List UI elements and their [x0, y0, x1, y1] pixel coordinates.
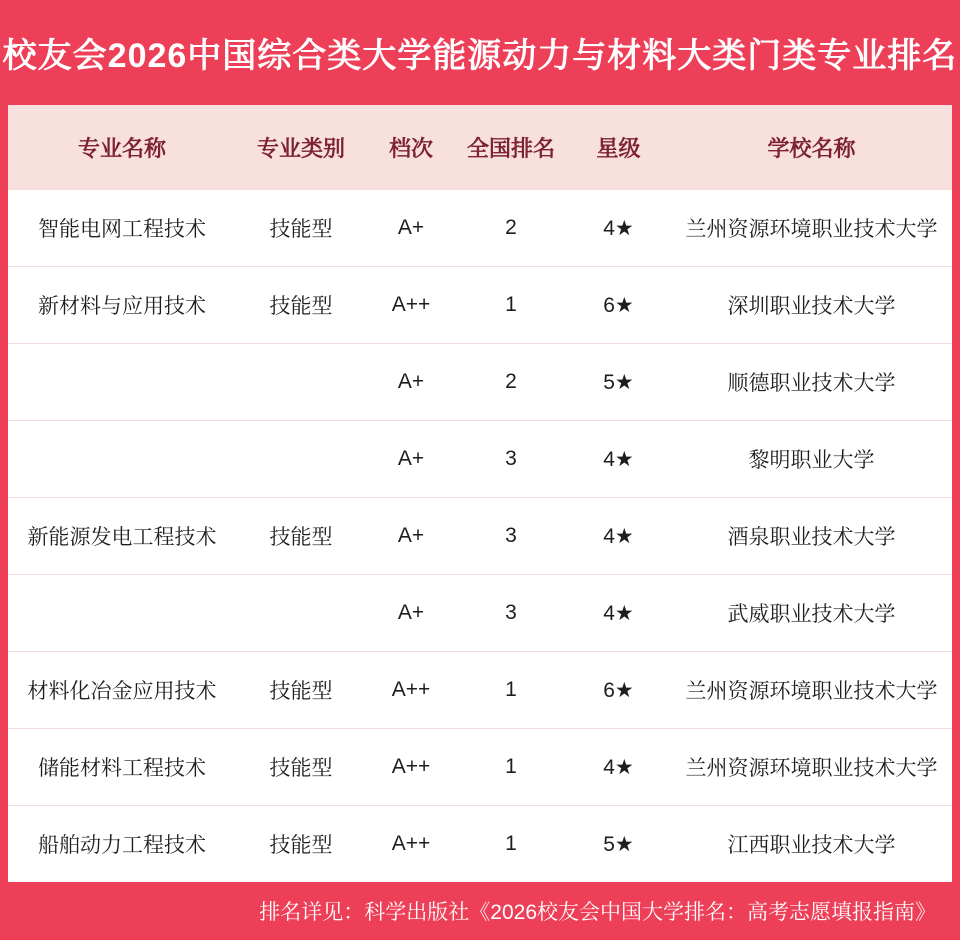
- cell-national-rank: 3: [505, 601, 517, 624]
- cell-star-level: 4★: [603, 755, 634, 779]
- page-title: 校友会2026中国综合类大学能源动力与材料大类门类专业排名: [2, 37, 958, 75]
- cell-major-category: 技能型: [269, 295, 333, 318]
- cell-grade: A++: [391, 832, 431, 855]
- cell-school-name: 兰州资源环境职业技术大学: [685, 218, 938, 241]
- cell-major-category: 技能型: [269, 680, 333, 703]
- cell-school-name: 武威职业技术大学: [727, 603, 896, 626]
- cell-national-rank: 1: [505, 678, 517, 701]
- footer-note: 排名详见：科学出版社《2026校友会中国大学排名：高考志愿填报指南》: [259, 901, 936, 924]
- cell-major-name: 材料化冶金应用技术: [27, 680, 217, 703]
- table-row: [8, 728, 952, 805]
- cell-star-level: 4★: [603, 447, 634, 471]
- cell-school-name: 深圳职业技术大学: [727, 295, 896, 318]
- cell-grade: A++: [391, 678, 431, 701]
- table-row: [8, 420, 952, 497]
- column-header-national-rank: 全国排名: [466, 136, 555, 161]
- table-row: [8, 190, 952, 266]
- table-row: [8, 805, 952, 882]
- column-header-school-name: 学校名称: [767, 136, 856, 161]
- cell-national-rank: 3: [505, 447, 517, 470]
- cell-grade: A+: [397, 370, 425, 393]
- cell-major-name: 船舶动力工程技术: [38, 834, 206, 857]
- ranking-table: [8, 105, 952, 882]
- cell-star-level: 5★: [603, 370, 634, 394]
- cell-major-name: 储能材料工程技术: [38, 757, 206, 780]
- table-row: [8, 343, 952, 420]
- cell-national-rank: 1: [505, 755, 517, 778]
- cell-major-category: 技能型: [269, 757, 333, 780]
- cell-national-rank: 2: [505, 370, 517, 393]
- cell-star-level: 6★: [603, 678, 634, 702]
- table-row: [8, 266, 952, 343]
- column-header-major-name: 专业名称: [77, 136, 166, 161]
- cell-national-rank: 2: [505, 216, 517, 239]
- cell-school-name: 黎明职业大学: [748, 449, 875, 472]
- cell-major-category: 技能型: [269, 526, 333, 549]
- cell-grade: A+: [397, 524, 425, 547]
- cell-grade: A+: [397, 447, 425, 470]
- cell-national-rank: 3: [505, 524, 517, 547]
- column-header-star-level: 星级: [596, 136, 641, 161]
- cell-school-name: 兰州资源环境职业技术大学: [685, 680, 938, 703]
- cell-star-level: 4★: [603, 524, 634, 548]
- table-row: [8, 651, 952, 728]
- cell-major-category: 技能型: [269, 218, 333, 241]
- cell-star-level: 4★: [603, 216, 634, 240]
- table-header-row: [8, 105, 952, 190]
- cell-star-level: 4★: [603, 601, 634, 625]
- table-row: [8, 497, 952, 574]
- cell-major-name: 智能电网工程技术: [38, 218, 206, 241]
- cell-school-name: 兰州资源环境职业技术大学: [685, 757, 938, 780]
- cell-grade: A+: [397, 601, 425, 624]
- cell-major-name: 新材料与应用技术: [38, 295, 206, 318]
- column-header-major-category: 专业类别: [256, 136, 345, 161]
- cell-national-rank: 1: [505, 832, 517, 855]
- cell-school-name: 顺德职业技术大学: [727, 372, 896, 395]
- column-header-grade: 档次: [388, 136, 433, 161]
- cell-star-level: 5★: [603, 832, 634, 856]
- cell-national-rank: 1: [505, 293, 517, 316]
- table-body: [8, 190, 952, 882]
- cell-school-name: 酒泉职业技术大学: [727, 526, 896, 549]
- cell-grade: A++: [391, 755, 431, 778]
- table-row: [8, 574, 952, 651]
- cell-major-category: 技能型: [269, 834, 333, 857]
- cell-grade: A++: [391, 293, 431, 316]
- cell-star-level: 6★: [603, 293, 634, 317]
- cell-major-name: 新能源发电工程技术: [27, 526, 217, 549]
- cell-school-name: 江西职业技术大学: [727, 834, 896, 857]
- cell-grade: A+: [397, 216, 425, 239]
